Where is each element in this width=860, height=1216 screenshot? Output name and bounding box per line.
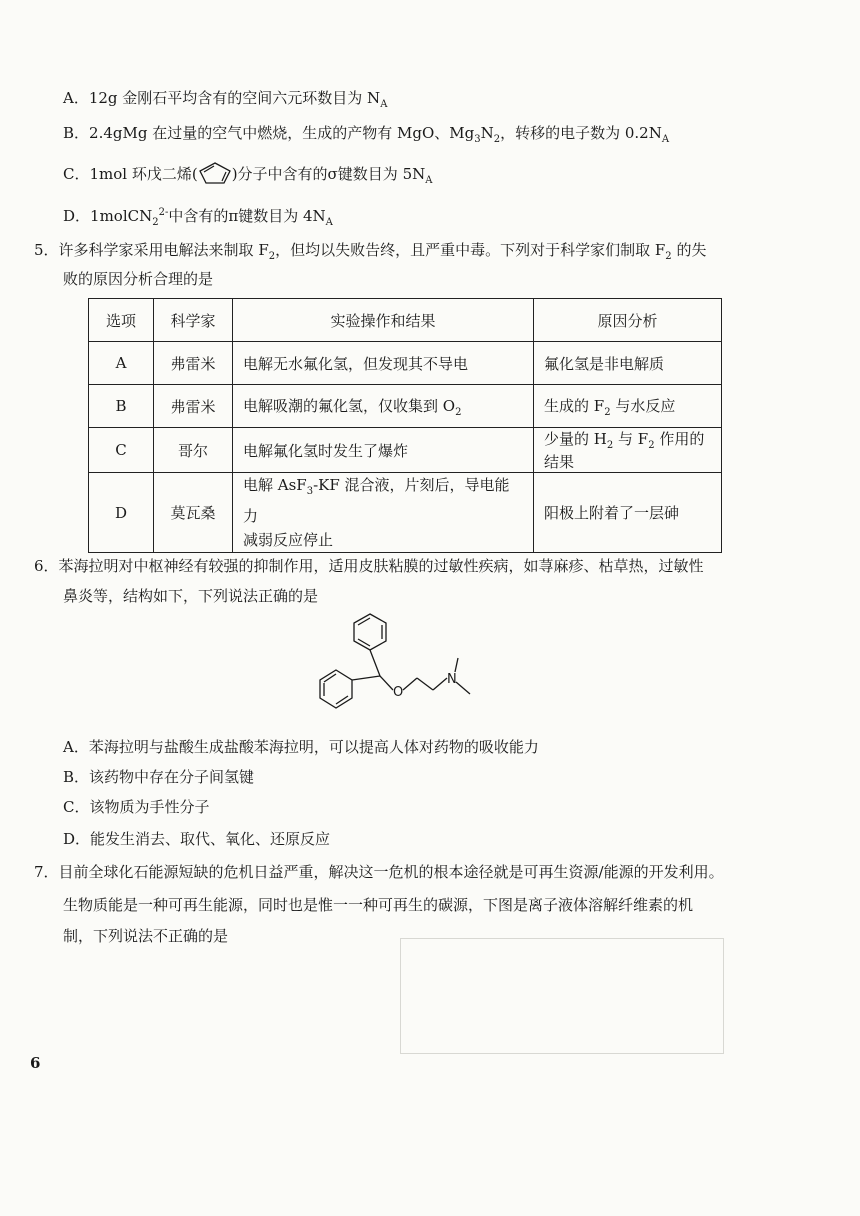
row-option: C <box>89 428 154 473</box>
row-reason: 生成的 $F_2$ 与水反应 <box>534 385 722 428</box>
q6-option-d: D．能发生消去、取代、氧化、还原反应 <box>63 830 331 848</box>
row-reason: 氟化氢是非电解质 <box>534 342 722 385</box>
q4-option-c: C．1mol 环戊二烯( )分子中含有的σ键数目为 $5N_A$ <box>63 162 432 191</box>
q5-stem-line2: 败的原因分析合理的是 <box>63 270 214 288</box>
row-reason: 少量的 $H_2$ 与 $F_2$ 作用的结果 <box>534 428 722 473</box>
q6-option-b: B．该药物中存在分子间氢键 <box>63 768 255 786</box>
header-option: 选项 <box>89 299 154 342</box>
q6-option-a: A．苯海拉明与盐酸生成盐酸苯海拉明，可以提高人体对药物的吸收能力 <box>63 738 539 756</box>
table-row <box>89 473 722 553</box>
header-scientist: 科学家 <box>154 299 233 342</box>
q6-option-c: C．该物质为手性分子 <box>63 798 210 816</box>
page-number: 6 <box>30 1054 41 1072</box>
row-scientist: 弗雷米 <box>154 385 233 428</box>
row-operation: 电解 AsF$_3$-KF 混合液，片刻后，导电能力 减弱反应停止 <box>233 473 534 553</box>
oxygen-atom-label: O <box>393 685 404 700</box>
row-scientist: 莫瓦桑 <box>154 473 233 553</box>
row-operation: 电解吸潮的氟化氢，仅收集到 $O_2$ <box>233 385 534 428</box>
header-operation: 实验操作和结果 <box>233 299 534 342</box>
diphenhydramine-structure <box>300 610 500 728</box>
q4-option-a: A．12g 金刚石平均含有的空间六元环数目为 $N_A$ <box>63 89 388 110</box>
q6-stem-line1: 6．苯海拉明对中枢神经有较强的抑制作用，适用皮肤粘膜的过敏性疾病，如荨麻疹、枯草热，过敏性 <box>34 557 704 575</box>
q7-stem-line2: 生物质能是一种可再生能源，同时也是惟一一种可再生的碳源，下图是离子液体溶解纤维素的机 <box>63 896 694 914</box>
row-scientist: 哥尔 <box>154 428 233 473</box>
bleed-through-box <box>400 938 724 1054</box>
row-scientist: 弗雷米 <box>154 342 233 385</box>
q4-option-b: B．2.4gMg 在过量的空气中燃烧，生成的产物有 MgO、$Mg_3N_2$，转移的电子数为 $0.2N_A$ <box>63 124 670 145</box>
row-operation: 电解无水氟化氢，但发现其不导电 <box>233 342 534 385</box>
q7-stem-line1: 7．目前全球化石能源短缺的危机日益严重，解决这一危机的根本途径就是可再生资源/能源的开发利用。 <box>34 863 724 881</box>
row-option: D <box>89 473 154 553</box>
q5-table <box>88 298 722 553</box>
q5-stem-line1: 5．许多科学家采用电解法来制取 $F_2$，但均以失败告终，且严重中毒。下列对于科学家们制取 $F_2$ 的失 <box>34 241 707 262</box>
table-row <box>89 342 722 385</box>
header-reason: 原因分析 <box>534 299 722 342</box>
row-operation: 电解氟化氢时发生了爆炸 <box>233 428 534 473</box>
row-option: A <box>89 342 154 385</box>
table-row <box>89 385 722 428</box>
q6-stem-line2: 鼻炎等，结构如下，下列说法正确的是 <box>63 587 319 605</box>
table-header-row <box>89 299 722 342</box>
q7-stem-line3: 制，下列说法不正确的是 <box>63 927 229 945</box>
cyclopentadiene-icon <box>198 162 232 184</box>
row-option: B <box>89 385 154 428</box>
nitrogen-atom-label: N <box>447 672 457 687</box>
row-reason: 阳极上附着了一层砷 <box>534 473 722 553</box>
table-row <box>89 428 722 473</box>
q4-option-d: D．1molCN$_2^{2-}$中含有的π键数目为 $4N_A$ <box>63 207 333 228</box>
